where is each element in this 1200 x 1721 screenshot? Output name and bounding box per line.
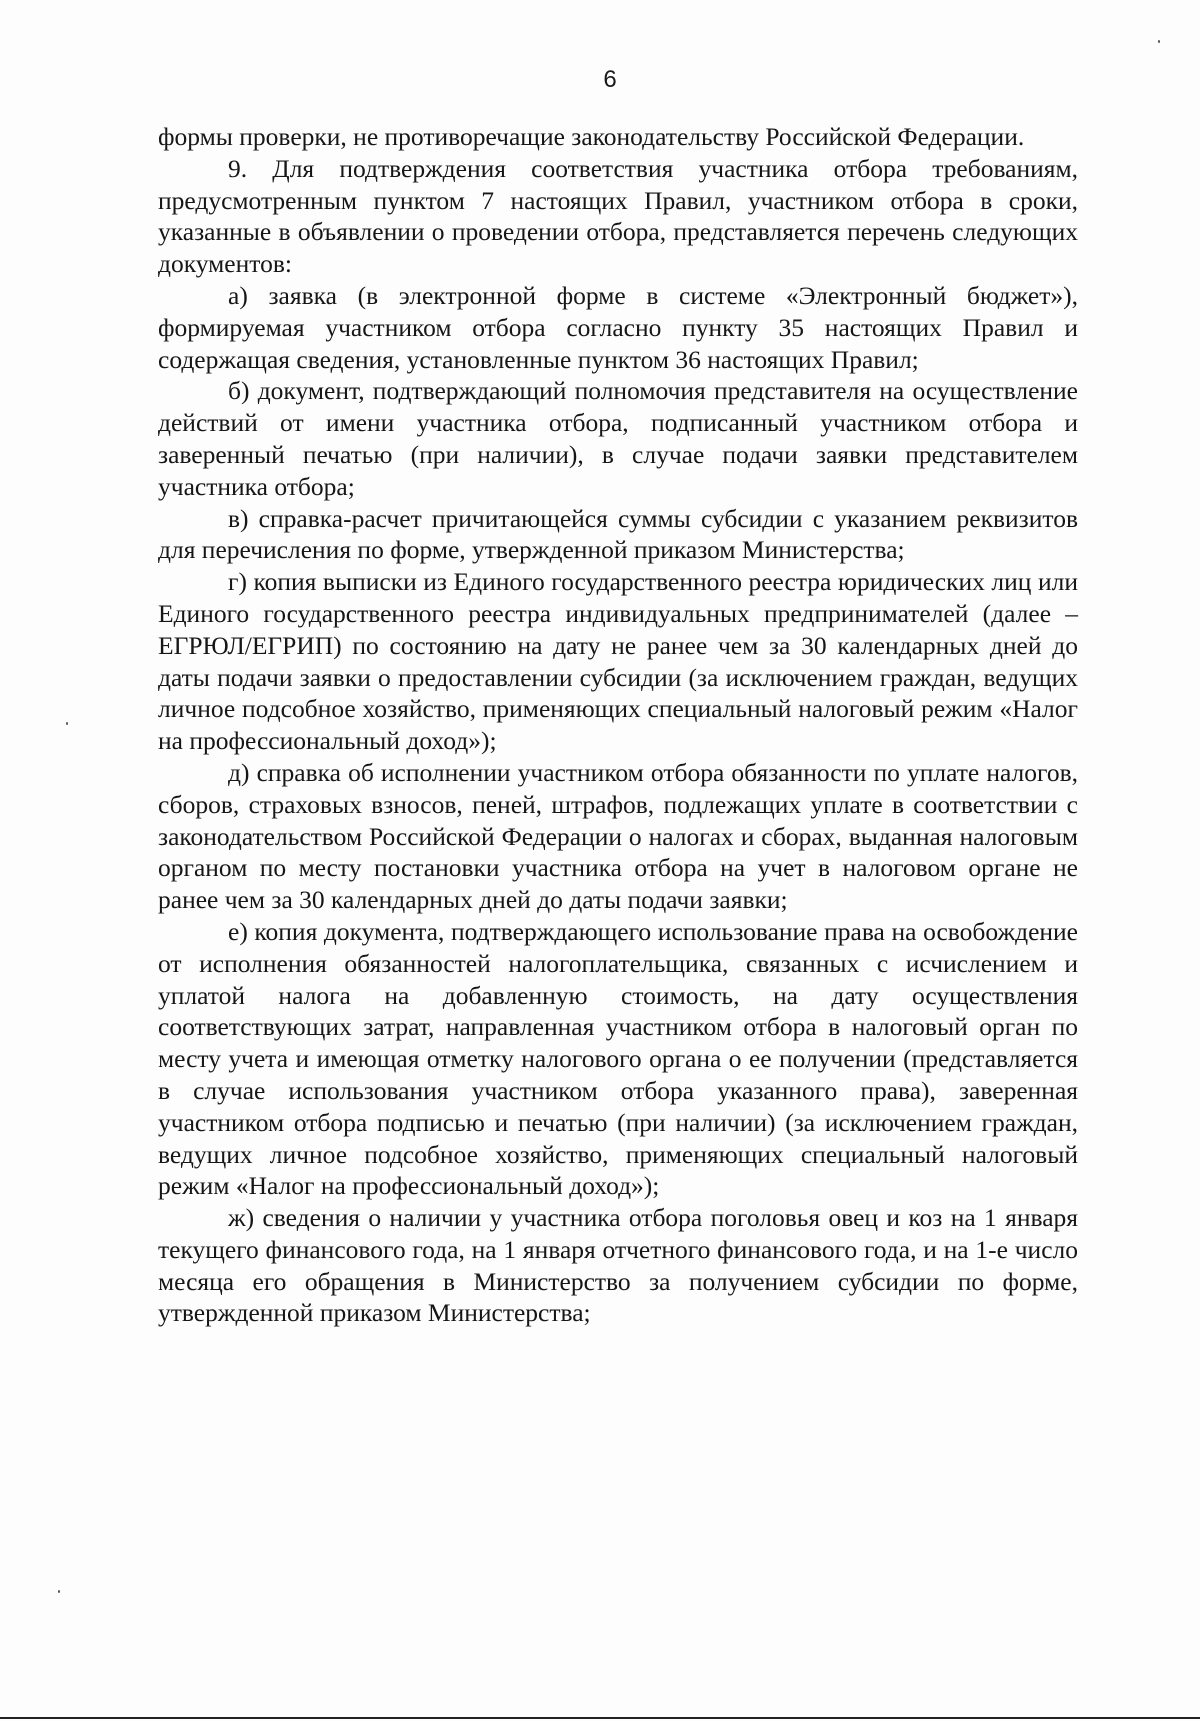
paragraph-subitem-d: д) справка об исполнении участником отбора обязанности по уплате налогов, сборов, страховых взносов, пеней, штрафов, подлежащих уплате в соответствии с законодательством Российской Федерации о налогах и сборах, выданная налоговым органом по месту постановки участника отбора на учет в налоговом органе не ранее чем за 30 календарных дней до даты подачи заявки; [158, 757, 1078, 915]
paragraph-continuation: формы проверки, не противоречащие законодательству Российской Федерации. [158, 122, 1025, 151]
paragraph-subitem-v: в) справка-расчет причитающейся суммы субсидии с указанием реквизитов для перечисления по форме, утвержденной приказом Министерства; [158, 503, 1078, 565]
scan-bottom-edge [0, 1717, 1200, 1719]
paragraph-subitem-zh: ж) сведения о наличии у участника отбора поголовья овец и коз на 1 января текущего финансового года, на 1 января отчетного финансового года, и на 1-е число месяца его обращения в Министерство за получением субсидии по форме, утвержденной приказом Министерства; [158, 1203, 1078, 1328]
paragraph-subitem-b: б) документ, подтверждающий полномочия представителя на осуществление действий от имени участника отбора, подписанный участником отбора и заверенный печатью (при наличии), в случае подачи заявки представителем участника отбора; [158, 376, 1078, 501]
paragraph-subitem-a: а) заявка (в электронной форме в системе «Электронный бюджет»), формируемая участником отбора согласно пункту 35 настоящих Правил и содержащая сведения, установленные пунктом 36 настоящих Правил; [158, 280, 1078, 374]
paragraph-item-9: 9. Для подтверждения соответствия участника отбора требованиям, предусмотренным пунктом 7 настоящих Правил, участником отбора в сроки, указанные в объявлении о проведении отбора, представляется перечень следующих документов: [158, 153, 1078, 279]
document-body [158, 121, 1078, 1329]
scan-speck [58, 1590, 60, 1593]
scan-speck [1158, 40, 1160, 43]
scan-speck [66, 722, 68, 725]
paragraph-subitem-g: г) копия выписки из Единого государственного реестра юридических лиц или Единого государственного реестра индивидуальных предпринимателей (далее – ЕГРЮЛ/ЕГРИП) по состоянию на дату не ранее чем за 30 календарных дней до даты подачи заявки о предоставлении субсидии (за исключением граждан, ведущих личное подсобное хозяйство, применяющих специальный налоговый режим «Налог на профессиональный доход»); [158, 567, 1078, 756]
paragraph-subitem-e: е) копия документа, подтверждающего использование права на освобождение от исполнения обязанностей налогоплательщика, связанных с исчислением и уплатой налога на добавленную стоимость, на дату осуществления соответствующих затрат, направленная участником отбора в налоговый орган по месту учета и имеющая отметку налогового органа о ее получении (представляется в случае использования участником отбора указанного права), заверенная участником отбора подписью и печатью (при наличии) (за исключением граждан, ведущих личное подсобное хозяйство, применяющих специальный налоговый режим «Налог на профессиональный доход»); [158, 916, 1078, 1201]
page-number: 6 [603, 66, 617, 93]
